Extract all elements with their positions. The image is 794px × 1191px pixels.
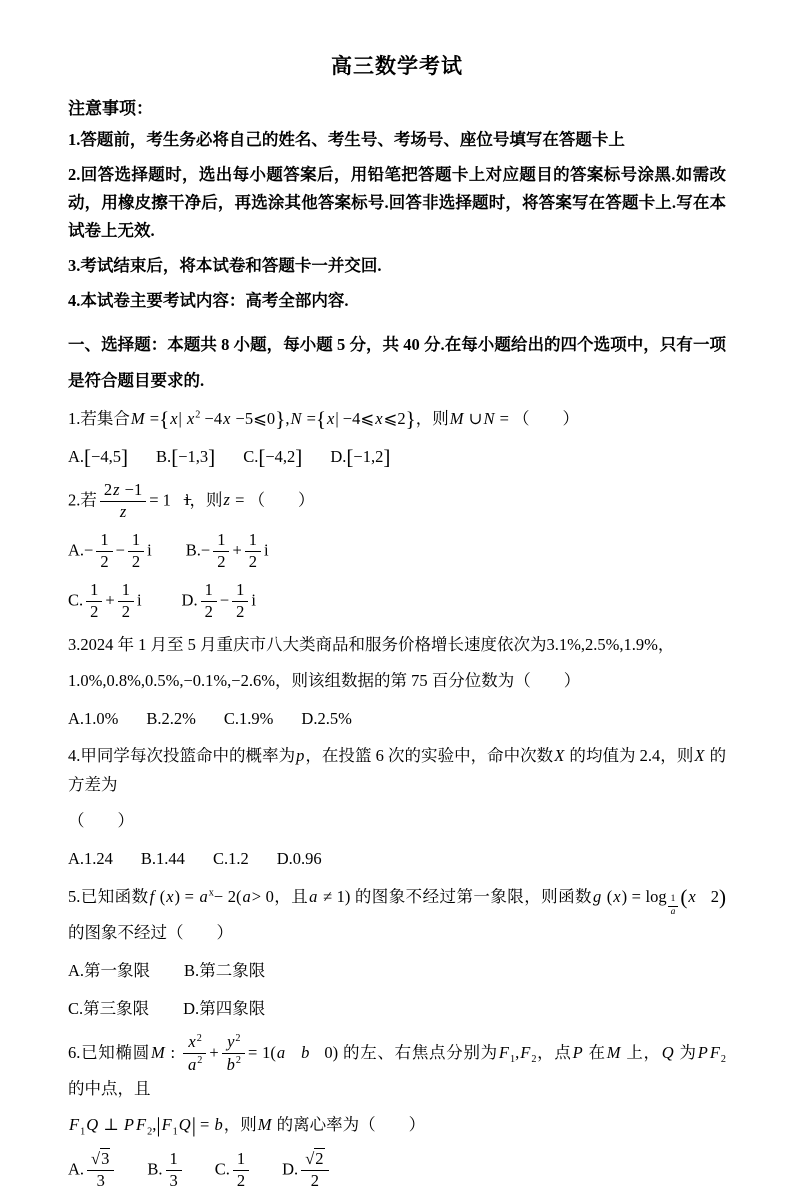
text-run: ，则该组数据的第 [274, 670, 407, 690]
math-variable: x [170, 409, 178, 429]
radicand: 2 [315, 1148, 324, 1168]
math-variable: a [276, 1042, 286, 1062]
math-text: 2 [103, 479, 113, 499]
text-run: （ ） [248, 490, 315, 510]
math-text: A.1.0% [68, 708, 119, 728]
fraction [232, 581, 248, 622]
math-text: = [145, 409, 160, 429]
text-run: 的方差为 [68, 746, 727, 795]
math-variable: P [697, 1042, 708, 1062]
math-variable: a [199, 886, 208, 906]
math-text: + [105, 590, 115, 610]
text-run: 第一象限 [84, 961, 151, 980]
superscript: 2 [235, 1032, 241, 1044]
math-variable: Q [178, 1114, 191, 1134]
fraction-numerator [100, 481, 146, 502]
math-variable: x [166, 886, 174, 906]
question-5-options [68, 957, 726, 986]
notice-item-1: 1.答题前，考生务必将自己的姓名、考生号、考场号、座位号填写在答题卡上 [68, 130, 625, 149]
math-bracket: { [315, 407, 327, 432]
superscript: x [208, 887, 214, 899]
math-variable: X [694, 746, 705, 766]
math-variable: b [226, 1054, 235, 1074]
math-text: D. [282, 1159, 299, 1179]
math-text: C. [68, 998, 84, 1018]
math-variable: x [327, 409, 335, 429]
math-text: B.2.2% [146, 708, 196, 728]
math-variable: g [592, 886, 602, 906]
math-text: C. [214, 1159, 230, 1179]
fraction-denominator: 2 [248, 551, 258, 571]
subscript: 2 [147, 1125, 153, 1137]
text-run: （ ） [68, 811, 134, 831]
fraction-denominator: 2 [236, 601, 245, 621]
fraction-numerator [183, 1033, 206, 1054]
math-text: ) = log [621, 886, 667, 906]
radicand: 3 [101, 1148, 110, 1168]
math-text: = [230, 490, 249, 510]
fraction-numerator: 1 [86, 581, 102, 602]
text-run: 为 [674, 1042, 697, 1062]
question-6 [68, 1033, 726, 1191]
question-2-line [68, 481, 726, 522]
math-variable: x [375, 409, 383, 429]
math-variable: F [709, 1042, 720, 1062]
math-text: B.− [185, 540, 211, 560]
text-run: 第四象限 [199, 998, 266, 1018]
fraction-numerator: 1 [233, 1150, 249, 1171]
math-bracket: } [275, 407, 286, 432]
text-run: ，则 [660, 746, 694, 766]
math-bracket: ] [295, 445, 303, 470]
fraction-numerator: 1 [213, 531, 229, 552]
fraction-denominator: 2 [204, 601, 213, 621]
text-run: 上， [621, 1042, 661, 1062]
question-6-options [68, 1150, 726, 1191]
math-variable: M [606, 1042, 621, 1062]
subscript: 1 [510, 1053, 516, 1065]
math-variable: b [301, 1042, 310, 1062]
fraction-numerator: 1 [118, 581, 134, 602]
question-1 [68, 405, 726, 472]
math-text: C.1.9% [223, 708, 274, 728]
math-bracket: [ [258, 445, 266, 470]
math-bracket: ] [121, 445, 129, 470]
question-3 [68, 631, 726, 734]
math-bracket: | [156, 1112, 161, 1137]
fraction-numerator [87, 1150, 114, 1171]
superscript: 2 [235, 1055, 241, 1067]
question-3-options [68, 705, 726, 734]
math-variable: z [223, 490, 230, 510]
fraction [183, 1033, 206, 1075]
math-bracket: [ [346, 445, 354, 470]
question-3-line [68, 631, 726, 660]
fraction-numerator [222, 1033, 245, 1054]
math-text: i [136, 590, 142, 610]
text-run: ，则 [415, 409, 449, 429]
math-variable: x [223, 409, 231, 429]
math-text: = [495, 409, 514, 429]
superscript: 2 [195, 409, 201, 421]
math-text: = [302, 409, 316, 429]
math-text: −1 [120, 479, 143, 499]
math-text: B. [184, 961, 200, 980]
text-run: 6.已知椭圆 [68, 1042, 150, 1062]
subscript: 2 [720, 1053, 727, 1065]
math-variable: F [161, 1114, 172, 1134]
math-variable: N [483, 409, 495, 429]
math-text: : [165, 1042, 180, 1062]
fraction [100, 481, 146, 522]
fraction-numerator: 1 [232, 581, 248, 602]
text-run: 次的实验中，命中次数 [388, 746, 554, 766]
math-text: ( [602, 886, 613, 906]
math-text: 6 [371, 746, 389, 766]
math-text: + [209, 1042, 219, 1062]
math-bracket: [ [171, 445, 179, 470]
math-variable: M [130, 409, 145, 429]
math-text: = 1 [149, 490, 171, 510]
math-text: A.− [68, 540, 94, 560]
fraction [166, 1150, 182, 1191]
fraction-denominator [668, 907, 679, 919]
fraction [233, 1150, 249, 1191]
text-run: 在 [583, 1042, 606, 1062]
fraction [86, 581, 102, 622]
math-text: , [285, 409, 290, 429]
math-text: − [115, 540, 125, 560]
math-variable: F [69, 1114, 80, 1134]
text-run: 的离心率为（ ） [272, 1114, 426, 1134]
math-text: −4,5 [91, 447, 122, 467]
math-bracket: ] [208, 445, 216, 470]
question-6-line [68, 1033, 726, 1104]
text-run: 5.已知函数 [68, 886, 149, 906]
math-text: − 2( [213, 886, 242, 906]
math-text: ( [155, 886, 166, 906]
math-text: −4 [200, 409, 223, 429]
question-5 [68, 883, 726, 1024]
math-text: ≠ 1) [318, 886, 351, 906]
questions-list [68, 405, 726, 1190]
math-text: > 0 [251, 886, 274, 906]
math-text: A. [68, 447, 85, 467]
math-variable: F [136, 1114, 147, 1134]
fraction-denominator: 2 [310, 1170, 319, 1190]
math-text: | [178, 409, 186, 429]
superscript: 2 [196, 1032, 202, 1044]
math-text: −1,3 [178, 447, 209, 467]
text-run: 4.甲同学每次投篮命中的概率为 [68, 746, 296, 766]
math-text: 2 [710, 886, 719, 906]
text-run: 1.若集合 [68, 409, 130, 429]
math-text: 2.4 [635, 746, 661, 766]
text-run: （ ） [513, 409, 580, 429]
math-text: ) = [174, 886, 199, 906]
math-text: −1,2 [353, 447, 384, 467]
math-bracket: [ [84, 445, 92, 470]
fraction-numerator: 1 [96, 531, 112, 552]
math-text: ∪ [464, 409, 483, 429]
math-text: 0) [324, 1042, 339, 1062]
math-text: A. [68, 1159, 85, 1179]
math-variable: M [449, 409, 464, 429]
math-text: − [219, 590, 230, 610]
text-run: ，则 [189, 490, 223, 510]
square-root: √3 [91, 1148, 110, 1168]
text-run: ，点 [536, 1042, 572, 1062]
math-text: D. [330, 447, 347, 467]
section1-heading: 一、选择题：本题共 8 小题，每小题 5 分，共 40 分.在每小题给出的四个选项中，只有一项是符合题目要求的. [68, 335, 726, 390]
fraction [96, 531, 112, 572]
math-text: D. [183, 998, 200, 1018]
text-run: ，且 [273, 886, 309, 906]
math-variable: x [613, 886, 621, 906]
text-run: 百分位数为（ ） [431, 670, 581, 690]
fraction-denominator: 2 [121, 601, 130, 621]
page-title: 高三数学考试 [331, 54, 463, 78]
math-text: −4,2 [265, 447, 296, 467]
math-variable: f [149, 886, 155, 906]
math-text: = 1( [248, 1042, 276, 1062]
text-run: 3.2024 年 1 月至 5 月重庆市八大类商品和服务价格增长速度依次为 [68, 634, 547, 654]
text-run: 2.若 [68, 490, 97, 510]
math-text: A. [68, 961, 85, 980]
superscript: 2 [197, 1055, 203, 1067]
text-run: ，则 [223, 1114, 257, 1134]
fraction [213, 531, 229, 572]
question-4 [68, 742, 726, 874]
question-2-options [68, 581, 726, 622]
math-variable: Q [661, 1042, 674, 1062]
fraction [301, 1150, 328, 1191]
math-variable: Q [86, 1114, 99, 1134]
fraction-denominator [222, 1054, 245, 1074]
fraction-numerator: 1 [166, 1150, 182, 1171]
fraction [128, 531, 144, 572]
fraction [222, 1033, 245, 1075]
math-variable: M [257, 1114, 272, 1134]
math-text: C. [68, 590, 84, 610]
text-run: 的图象不经过第一象限，则函数 [350, 886, 592, 906]
text-run: ， [657, 634, 675, 654]
math-text: 75 [406, 670, 432, 690]
fraction-numerator: 1 [245, 531, 261, 552]
math-variable: a [187, 1054, 197, 1074]
notice-heading: 注意事项： [68, 99, 153, 118]
question-6-line [68, 1111, 726, 1141]
square-root: √2 [305, 1148, 324, 1168]
math-text: | −4⩽ [335, 409, 375, 429]
math-variable: x [186, 409, 195, 429]
text-run: 的均值为 [565, 746, 636, 766]
math-text: + [232, 540, 242, 560]
fraction-denominator: 2 [90, 601, 99, 621]
subscript: 2 [531, 1053, 537, 1065]
text-run: ，在投篮 [305, 746, 372, 766]
math-variable: F [498, 1042, 509, 1062]
notice-item-3: 3.考试结束后，将本试卷和答题卡一并交回. [68, 256, 382, 276]
math-variable: X [554, 746, 565, 766]
math-bracket: | [191, 1112, 196, 1137]
math-bracket: ] [383, 445, 391, 470]
fraction-denominator: 2 [217, 551, 226, 571]
question-4-line [68, 742, 726, 800]
question-5-line [68, 883, 726, 948]
text-run: 的中点，且 [68, 1078, 151, 1098]
fraction-denominator: 3 [169, 1170, 178, 1190]
math-text: i [147, 540, 152, 560]
math-text: D. [181, 590, 198, 610]
fraction-numerator: 1 [128, 531, 144, 552]
math-bracket: { [159, 407, 170, 432]
math-text: ⩽2 [383, 409, 406, 429]
math-text: = [195, 1114, 214, 1134]
log-base-fraction [668, 894, 679, 919]
fraction [245, 531, 261, 572]
math-variable: P [123, 1114, 134, 1134]
math-variable: x [188, 1032, 196, 1052]
fraction-numerator: 1 [668, 894, 679, 907]
math-variable: F [520, 1042, 531, 1062]
math-variable: a [670, 907, 676, 918]
math-text: B. [147, 1159, 163, 1179]
fraction-denominator: 2 [131, 551, 141, 571]
question-3-line [68, 667, 726, 696]
subscript: 1 [80, 1125, 86, 1137]
math-text: ⊥ [99, 1114, 123, 1134]
math-text: 1.0%,0.8%,0.5%,−0.1%,−2.6% [68, 670, 275, 690]
math-text: 3.1%,2.5%,1.9% [546, 634, 658, 654]
question-5-options [68, 995, 726, 1024]
math-bracket: } [405, 407, 416, 432]
math-variable: y [227, 1032, 235, 1052]
question-4-options [68, 845, 726, 874]
fraction-denominator: 2 [100, 551, 109, 571]
math-text: D.2.5% [301, 708, 352, 728]
fraction-denominator: 3 [96, 1170, 105, 1190]
question-2-options [68, 531, 726, 572]
math-text: B. [156, 447, 172, 467]
fraction-denominator [100, 502, 146, 522]
text-run: 的图象不经过（ ） [68, 923, 233, 943]
math-text: −5⩽0 [231, 409, 276, 429]
question-1-line [68, 405, 726, 434]
text-run: 第三象限 [83, 998, 150, 1018]
notice-item-2: 2.回答选择题时，选出每小题答案后，用铅笔把答题卡上对应题目的答案标号涂黑.如需改动，用橡皮擦干净后，再选涂其他答案标号.回答非选择题时，将答案写在答题卡上.写在本试卷上无效. [68, 165, 726, 241]
fraction-numerator: 1 [201, 581, 217, 602]
math-text: C.1.2 [212, 849, 249, 869]
math-text: , [515, 1042, 520, 1062]
math-variable: p [296, 746, 305, 766]
fraction-denominator [183, 1054, 206, 1074]
math-text: B.1.44 [140, 849, 185, 869]
math-bracket: ( [680, 885, 688, 910]
question-4-line [68, 807, 726, 836]
text-run: 第二象限 [199, 961, 266, 980]
math-variable: M [150, 1042, 165, 1062]
math-variable: a [309, 886, 318, 906]
math-text: D.0.96 [276, 849, 322, 869]
math-variable: z [113, 479, 120, 499]
fraction [87, 1150, 114, 1191]
math-variable: P [572, 1042, 583, 1062]
fraction [201, 581, 217, 622]
math-text: , [152, 1114, 157, 1134]
notice-item-4: 4.本试卷主要考试内容：高考全部内容. [68, 291, 349, 311]
math-text: C. [243, 447, 259, 467]
math-variable: N [290, 409, 302, 429]
math-text: A.1.24 [68, 849, 113, 869]
math-variable: z [119, 501, 127, 521]
subscript: 1 [172, 1125, 178, 1137]
text-run: 的左、右焦点分别为 [338, 1042, 498, 1062]
fraction-numerator [301, 1150, 328, 1171]
math-variable: x [688, 886, 696, 906]
math-variable: b [214, 1114, 223, 1134]
math-text: i [264, 540, 269, 560]
fraction-denominator: 2 [236, 1170, 246, 1190]
question-2 [68, 481, 726, 622]
math-bracket: ) [718, 885, 727, 910]
fraction [118, 581, 134, 622]
math-text: i [251, 590, 256, 610]
math-variable: a [242, 886, 251, 906]
question-1-options [68, 443, 726, 472]
